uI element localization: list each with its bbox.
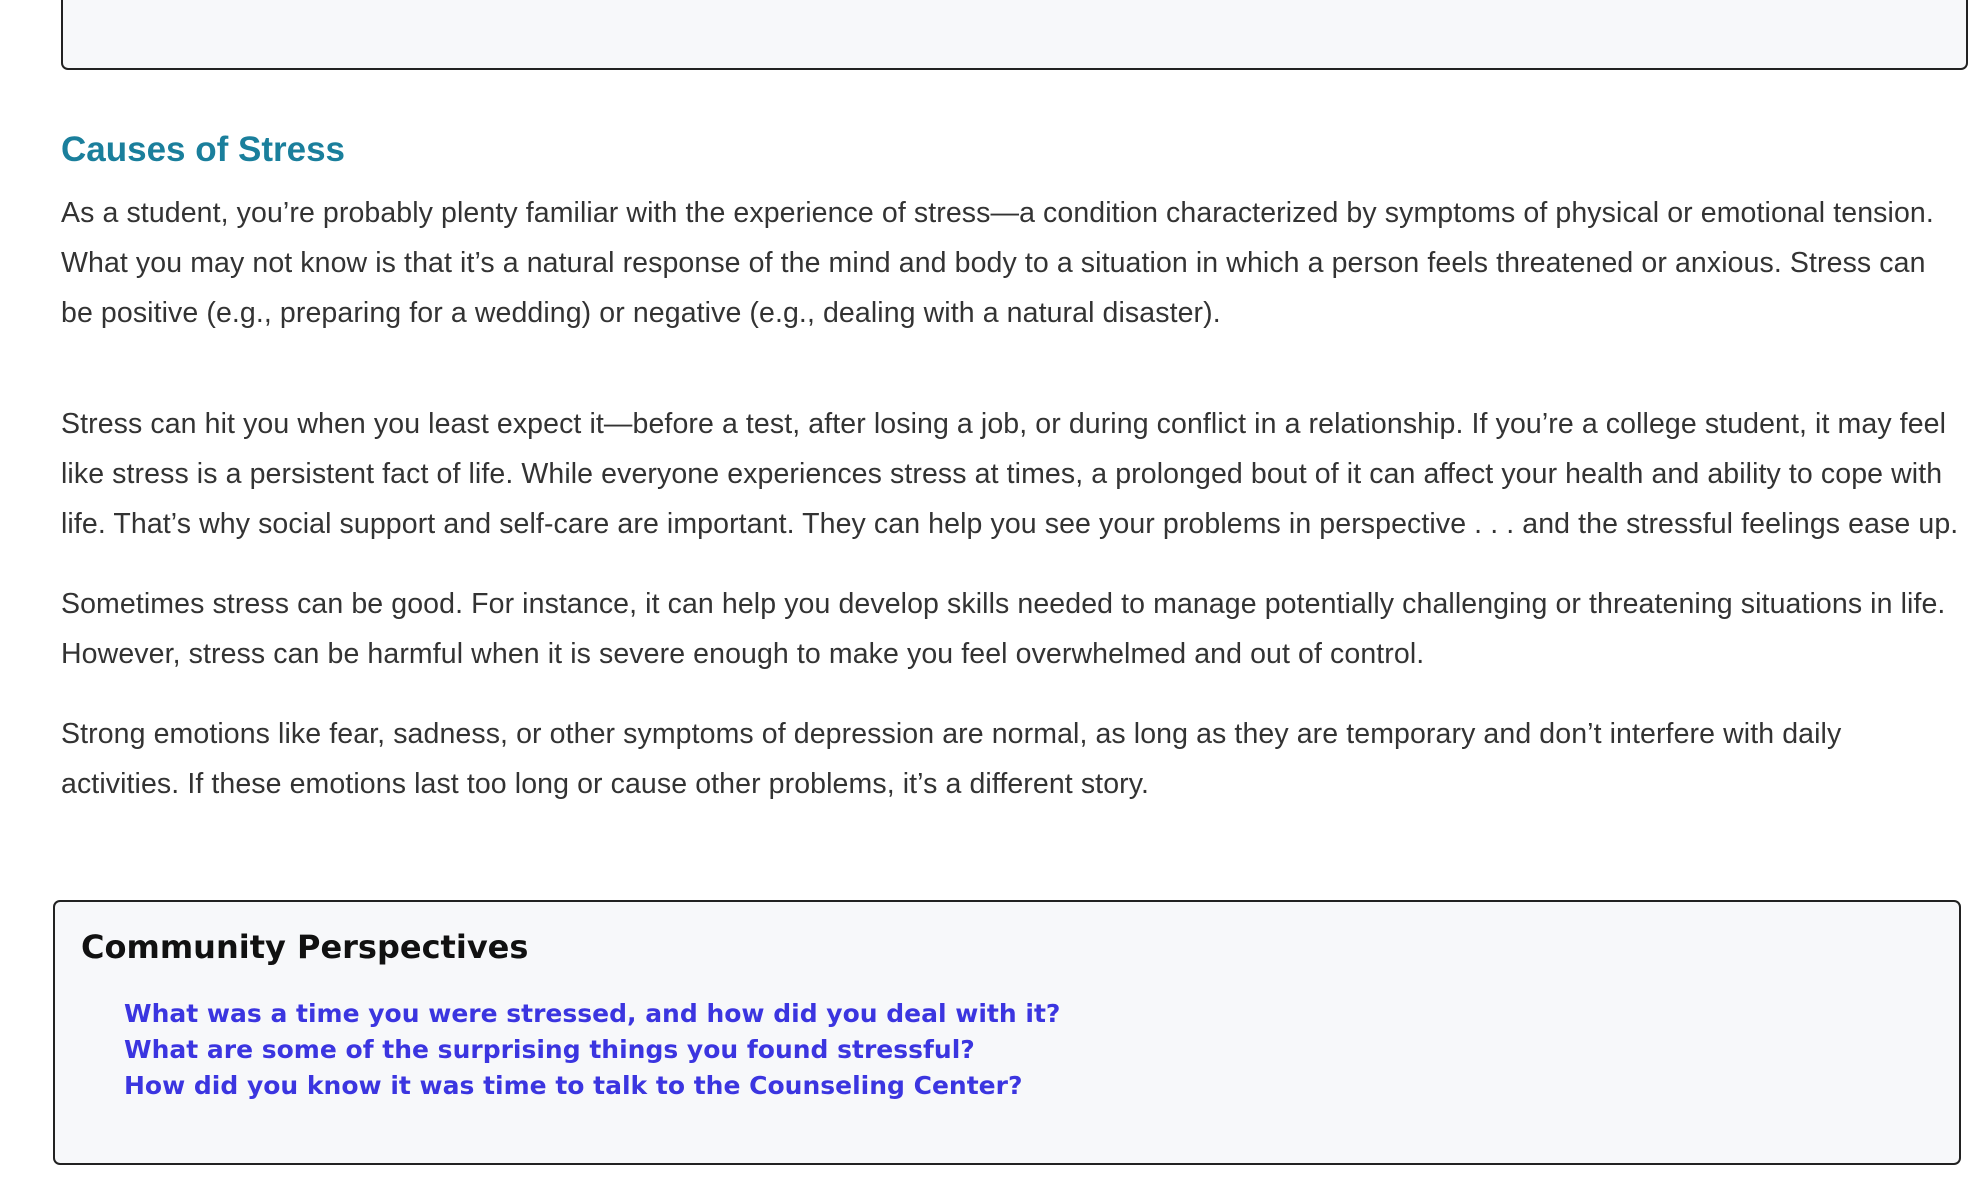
question-item[interactable]: What are some of the surprising things you found stressful? bbox=[124, 1035, 975, 1064]
paragraph-strong-emotions: Strong emotions like fear, sadness, or other symptoms of depression are normal, as long as they are temporary and don’t interfere with daily activities. If these emotions last too long or cause other problems, it’s a different story. bbox=[61, 718, 1842, 800]
article-content bbox=[61, 124, 1961, 809]
question-item[interactable]: What was a time you were stressed, and how did you deal with it? bbox=[124, 999, 1061, 1028]
paragraph-intro: As a student, you’re probably plenty familiar with the experience of stress—a condition characterized by symptoms of physical or emotional tension. What you may not know is that it’s a natural response of the mind and body to a situation in which a person feels threatened or anxious. Stress can be positive (e.g., preparing for a wedding) or negative (e.g., dealing with a natural disaster). bbox=[61, 197, 1934, 329]
question-list bbox=[124, 996, 1060, 1104]
community-perspectives-title: Community Perspectives bbox=[81, 928, 529, 966]
community-perspectives-box bbox=[53, 900, 1961, 1165]
previous-content-box bbox=[61, 0, 1968, 70]
section-heading: Causes of Stress bbox=[61, 130, 346, 169]
paragraph-unexpected-stress: Stress can hit you when you least expect it—before a test, after losing a job, or during conflict in a relationship. If you’re a college student, it may feel like stress is a persistent fact of life. While everyone experiences stress at times, a prolonged bout of it can affect your health and ability to cope with life. That’s why social support and self-care are important. They can help you see your problems in perspective . . . and the stressful feelings ease up. bbox=[61, 408, 1959, 540]
question-item[interactable]: How did you know it was time to talk to the Counseling Center? bbox=[124, 1071, 1023, 1100]
paragraph-good-stress: Sometimes stress can be good. For instance, it can help you develop skills needed to manage potentially challenging or threatening situations in life. However, stress can be harmful when it is severe enough to make you feel overwhelmed and out of control. bbox=[61, 588, 1946, 670]
